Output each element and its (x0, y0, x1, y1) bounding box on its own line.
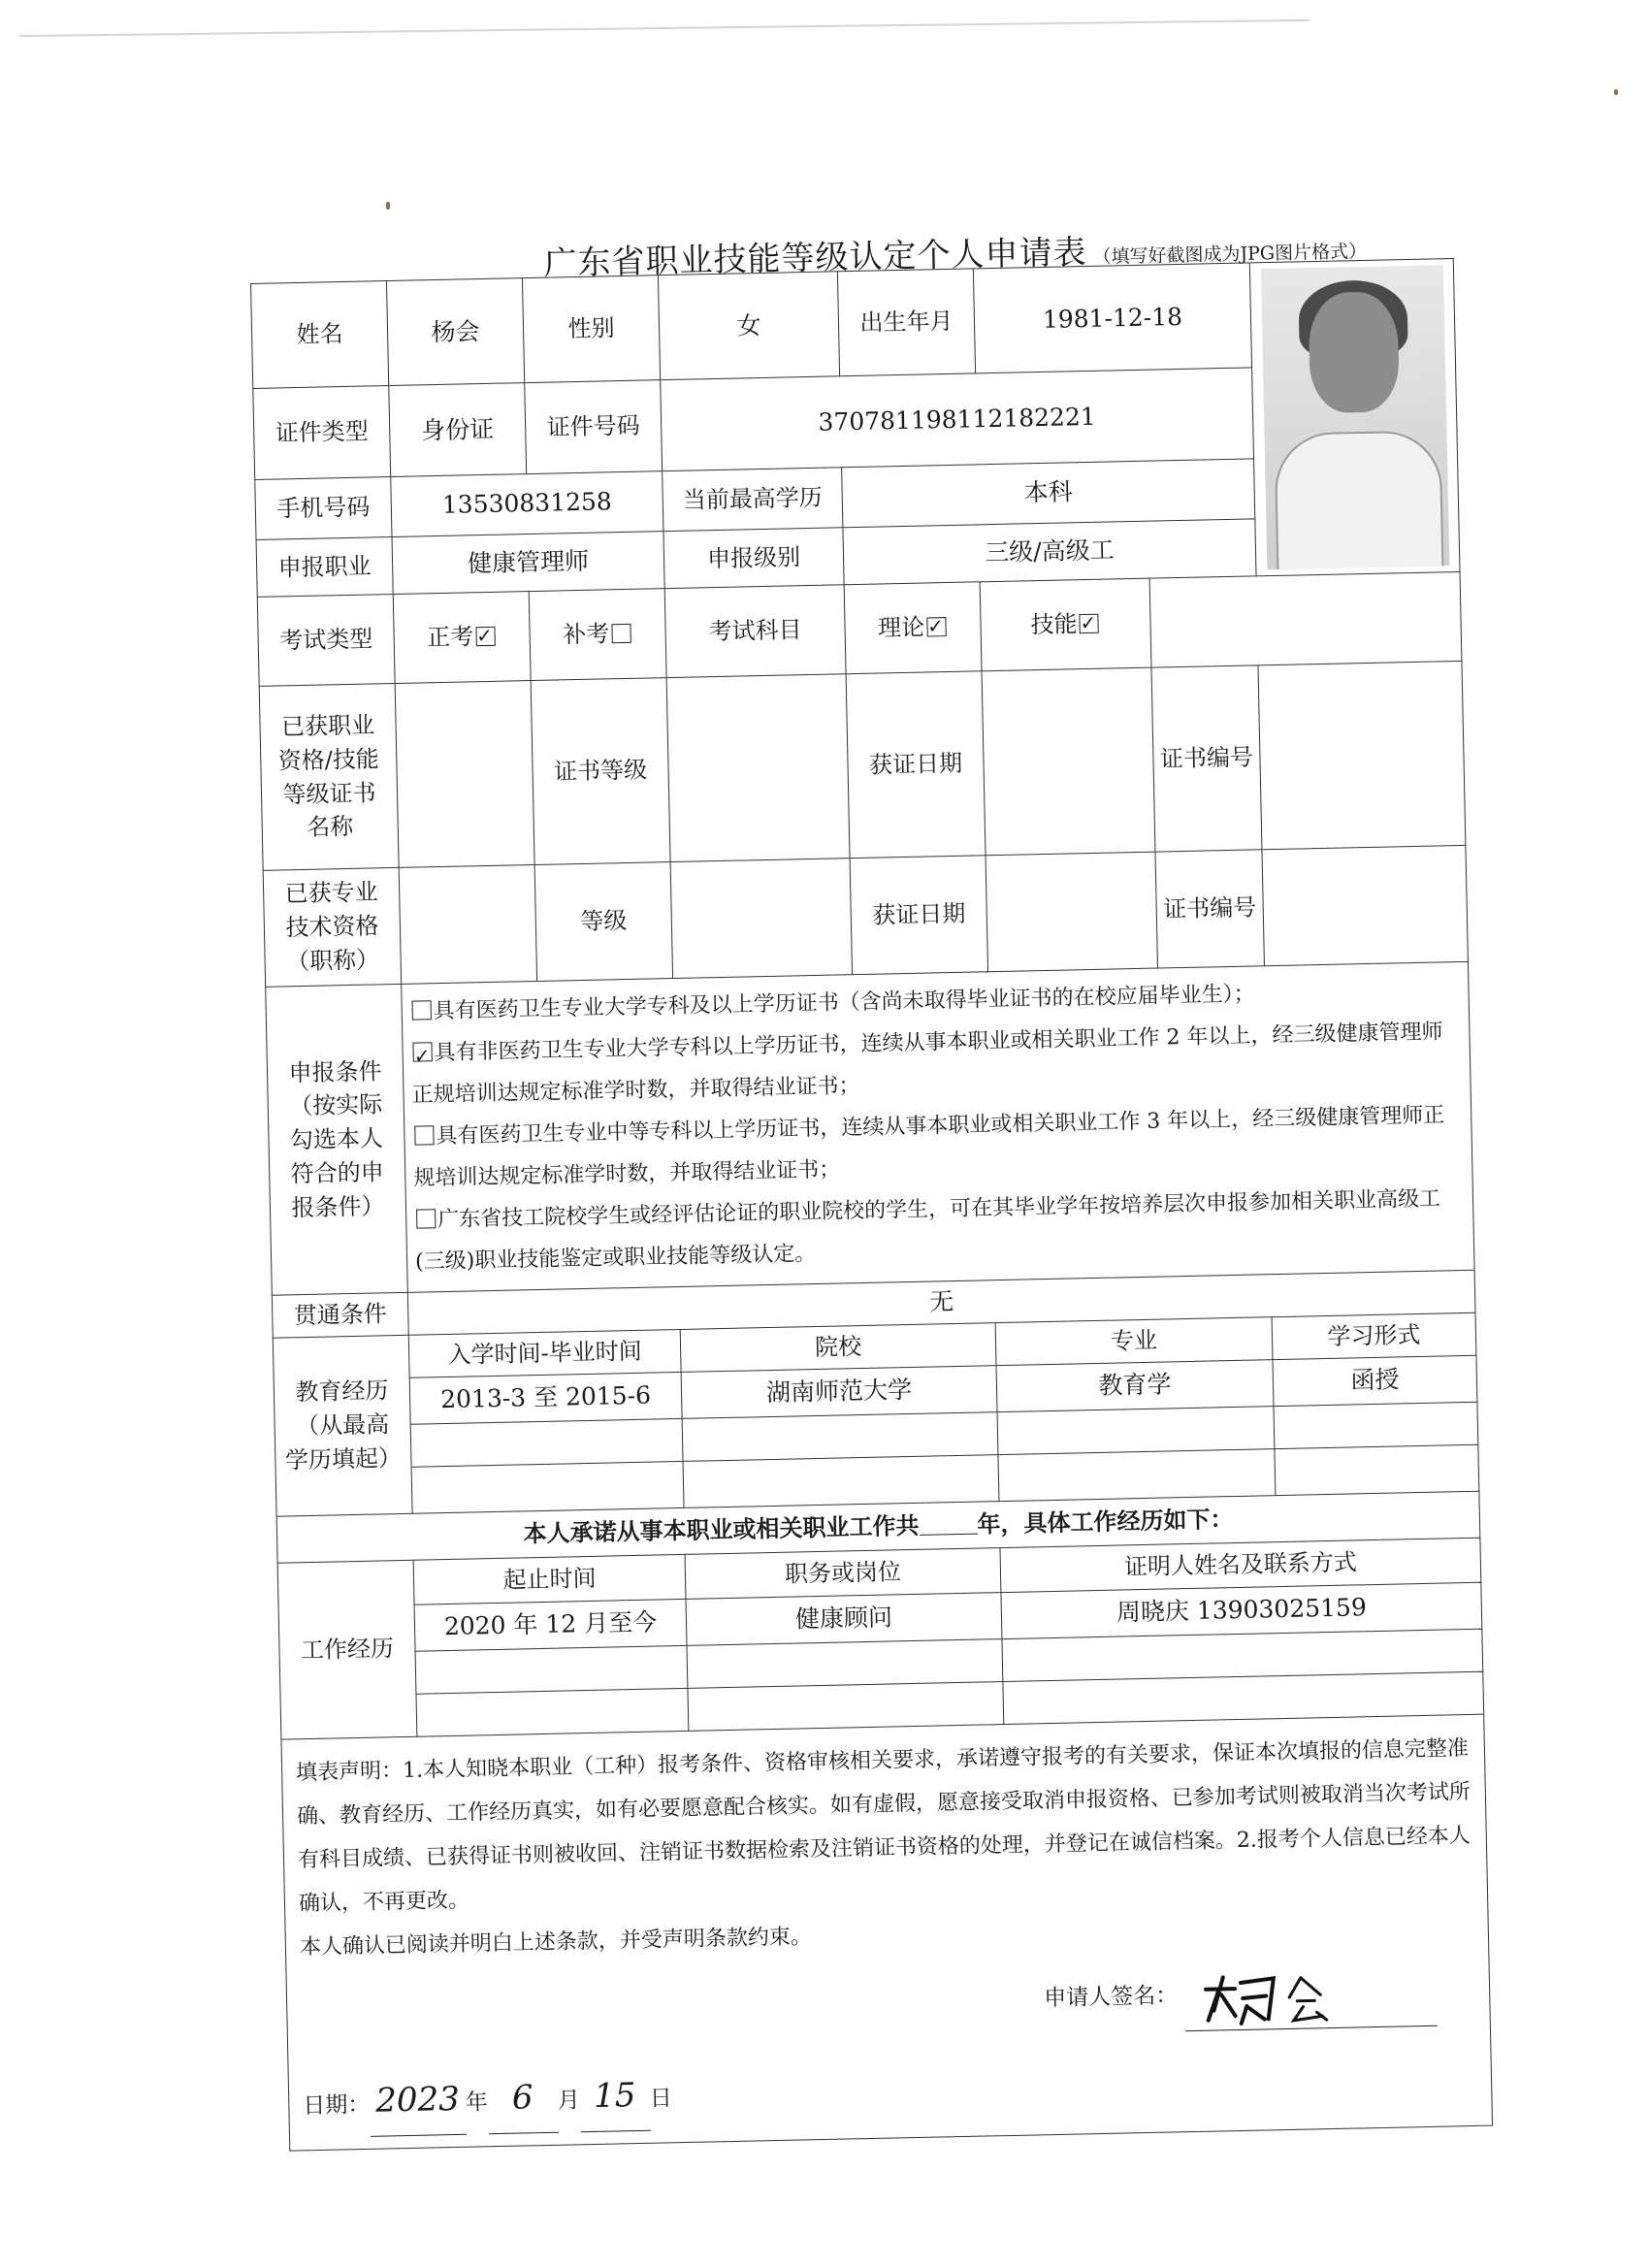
edu-header-major: 专业 (995, 1317, 1273, 1366)
id-type-label: 证件类型 (253, 386, 391, 480)
conditions-list (402, 961, 1474, 1292)
conditions-label-line2: （按实际 (288, 1090, 383, 1120)
exam-makeup-label: 补考 (562, 620, 610, 649)
conditions-label-line3: 勾选本人 (289, 1124, 384, 1154)
scan-edge (19, 19, 1310, 37)
cert-date-label: 获证日期 (846, 671, 986, 859)
phone-value: 13530831258 (391, 471, 663, 536)
exam-makeup (529, 589, 666, 681)
work-blank-cell (688, 1682, 1004, 1732)
phone-label: 手机号码 (255, 477, 392, 540)
level-label: 申报级别 (663, 528, 844, 589)
work-header-period: 起止时间 (413, 1554, 686, 1604)
job-label: 申报职业 (256, 536, 393, 597)
promise-suffix: 年，具体工作经历如下： (977, 1505, 1234, 1539)
title-note: （填写好截图成为JPG图片格式） (1092, 241, 1368, 269)
title-text: 广东省职业技能等级认定个人申请表 (543, 233, 1087, 283)
gender-label: 性别 (522, 275, 660, 383)
edu-major: 教育学 (996, 1360, 1274, 1412)
declaration-text: 填表声明：1.本人知晓本职业（工种）报考条件、资格审核相关要求，承诺遵守报考的有关要求，保证本次填报的信息完整准确、教育经历、工作经历真实，如有必要愿意配合核实。如有虚假，愿意接受取消申报资格、已参加考试则被取消当次考试所有科目成绩、已获得证书则被收回、注销证书数据检索及注销证书资格的处理，并登记在诚信档案。2.报考个人信息已经本人确认，不再更改。 (295, 1736, 1471, 1917)
theory-label: 理论 (877, 613, 925, 642)
work-blank-cell (415, 1645, 688, 1694)
cert-level-value (666, 674, 850, 862)
job-value: 健康管理师 (392, 531, 664, 594)
through-label: 贯通条件 (272, 1292, 408, 1338)
work-header-reference: 证明人姓名及联系方式 (1000, 1538, 1481, 1592)
date-day-unit: 日 (649, 2086, 673, 2113)
conditions-label-line4: 符合的申 (290, 1158, 385, 1188)
row-cert (259, 661, 1466, 870)
promise-years-blank[interactable] (919, 1512, 977, 1536)
date-month[interactable]: 6 (487, 2064, 558, 2134)
edu-blank-cell (410, 1418, 683, 1467)
signature-scribble (1183, 1956, 1437, 2030)
cert-label-line2: 资格/技能 (277, 745, 380, 775)
id-no-label: 证件号码 (525, 380, 663, 474)
cert-label-line3: 等级证书 (282, 778, 376, 808)
condition-4-checkbox[interactable] (416, 1209, 436, 1228)
declaration-confirm: 本人确认已阅读并明白上述条款，并受声明条款约束。 (299, 1925, 813, 1960)
skill-label: 技能 (1030, 610, 1078, 639)
photo-cell (1249, 259, 1460, 576)
date-day[interactable]: 15 (579, 2062, 650, 2132)
row-conditions (266, 961, 1474, 1295)
title-date-value (986, 852, 1157, 972)
name-value: 杨会 (386, 278, 524, 386)
birth-value: 1981-12-18 (973, 263, 1251, 373)
edu-header-mode: 学习形式 (1272, 1312, 1476, 1359)
condition-1-checkbox[interactable] (412, 1001, 432, 1021)
id-no-value: 370781198112182221 (661, 368, 1254, 470)
level-value: 三级/高级工 (843, 519, 1256, 585)
title-date-label: 获证日期 (850, 856, 987, 975)
date-line (303, 2045, 1478, 2138)
edu-blank-cell (411, 1461, 684, 1513)
scan-speck (1614, 89, 1618, 95)
title-level-label: 等级 (534, 862, 672, 982)
form-table (250, 258, 1493, 2152)
cert-name-label (259, 683, 399, 870)
cert-label-line4: 名称 (306, 813, 354, 842)
skill-checkbox[interactable] (1079, 614, 1098, 633)
through-value: 无 (407, 1270, 1475, 1335)
work-header-position: 职务或岗位 (685, 1548, 1001, 1600)
photo-face (1308, 291, 1400, 413)
date-month-unit: 月 (557, 2088, 581, 2115)
edu-blank-cell (1275, 1444, 1479, 1495)
edu-blank-cell (998, 1449, 1276, 1502)
education-label-line1: 教育经历 (295, 1377, 389, 1407)
name-label: 姓名 (251, 281, 389, 389)
edu-blank-cell (997, 1407, 1275, 1455)
edu-header-school: 院校 (680, 1323, 996, 1373)
subject-label: 考试科目 (664, 585, 846, 678)
theory-checkbox[interactable] (926, 617, 946, 636)
applicant-signature[interactable] (1183, 1956, 1437, 2031)
applicant-photo (1260, 265, 1448, 569)
exam-type-label: 考试类型 (257, 594, 395, 686)
condition-1-text: 具有医药卫生专业大学专科及以上学历证书（含尚未取得毕业证书的在校应届毕业生）； (433, 982, 1255, 1024)
title-cert-value (399, 864, 536, 984)
cert-name-value (395, 681, 534, 868)
signature-label: 申请人签名： (1043, 1983, 1179, 2012)
condition-4-text: 广东省技工院校学生或经评估论证的职业院校的学生，可在其毕业学年按培养层次申报参加相关职业高级工(三级)职业技能鉴定或职业技能等级认定。 (414, 1186, 1441, 1275)
work-blank-cell (416, 1688, 689, 1736)
work-period: 2020 年 12 月至今 (414, 1599, 687, 1651)
cert-no-value (1258, 661, 1466, 849)
edu-header-period: 入学时间-毕业时间 (408, 1329, 681, 1377)
title-label-line3: （职称） (285, 946, 380, 976)
condition-3-checkbox[interactable] (414, 1125, 434, 1145)
theory-option (844, 582, 982, 674)
declaration-row (281, 1714, 1493, 2151)
title-level-value (670, 859, 852, 979)
date-year[interactable]: 2023 (370, 2066, 467, 2137)
birth-label: 出生年月 (837, 269, 975, 376)
conditions-label-line1: 申报条件 (288, 1056, 382, 1086)
id-type-value: 身份证 (389, 383, 527, 477)
title-cert-label (263, 867, 401, 987)
condition-3-text: 具有医药卫生专业中等专科以上学历证书，连续从事本职业或相关职业工作 3 年以上，经三级健康管理师正规培训达规定标准学时数，并取得结业证书； (413, 1103, 1445, 1191)
conditions-label (266, 984, 408, 1295)
condition-2-checkbox[interactable] (412, 1043, 432, 1062)
edu-school: 湖南师范大学 (681, 1366, 997, 1419)
title-label-line1: 已获专业 (284, 878, 378, 908)
cert-level-label: 证书等级 (531, 678, 670, 865)
title-no-value (1262, 845, 1468, 965)
edu-period: 2013-3 至 2015-6 (409, 1372, 682, 1424)
exam-makeup-checkbox[interactable] (611, 624, 630, 643)
exam-normal (393, 592, 531, 684)
work-reference: 周晓庆 13903025159 (1001, 1582, 1482, 1638)
work-position: 健康顾问 (686, 1593, 1002, 1646)
work-label: 工作经历 (277, 1560, 417, 1739)
edu-value: 本科 (842, 459, 1255, 528)
row-basic (251, 259, 1456, 389)
promise-prefix: 本人承诺从事本职业或相关职业工作共 (523, 1510, 920, 1548)
edu-mode: 函授 (1273, 1355, 1477, 1406)
work-blank-cell (687, 1639, 1003, 1689)
gender-value: 女 (658, 272, 839, 380)
condition-2-text: 具有非医药卫生专业大学专科以上学历证书，连续从事本职业或相关职业工作 2 年以上，经三级健康管理师正规培训达规定标准学时数，并取得结业证书； (411, 1020, 1443, 1108)
exam-blank (1149, 571, 1462, 667)
education-label-line2: （从最高 (295, 1410, 390, 1441)
exam-normal-label: 正考 (426, 623, 474, 652)
date-year-unit: 年 (465, 2090, 489, 2117)
declaration (281, 1714, 1493, 2151)
edu-blank-cell (1274, 1402, 1478, 1448)
photo-body (1274, 430, 1443, 569)
skill-option (980, 578, 1151, 671)
application-form (250, 258, 1490, 2122)
cert-label-line1: 已获职业 (280, 711, 375, 741)
conditions-label-line5: 报条件） (291, 1191, 385, 1222)
cert-no-label: 证书编号 (1151, 665, 1262, 852)
education-label (273, 1335, 412, 1516)
title-no-label: 证书编号 (1155, 850, 1265, 968)
title-label-line2: 技术资格 (285, 912, 379, 942)
edu-blank-cell (682, 1412, 998, 1462)
edu-label: 当前最高学历 (663, 468, 843, 532)
scan-speck (386, 202, 390, 210)
date-label: 日期： (303, 2092, 371, 2120)
cert-date-value (982, 667, 1155, 856)
education-label-line3: 学历填起） (284, 1443, 403, 1474)
edu-blank-cell (683, 1455, 999, 1508)
exam-normal-checkbox[interactable] (475, 627, 495, 646)
signature-line (301, 1955, 1476, 2050)
